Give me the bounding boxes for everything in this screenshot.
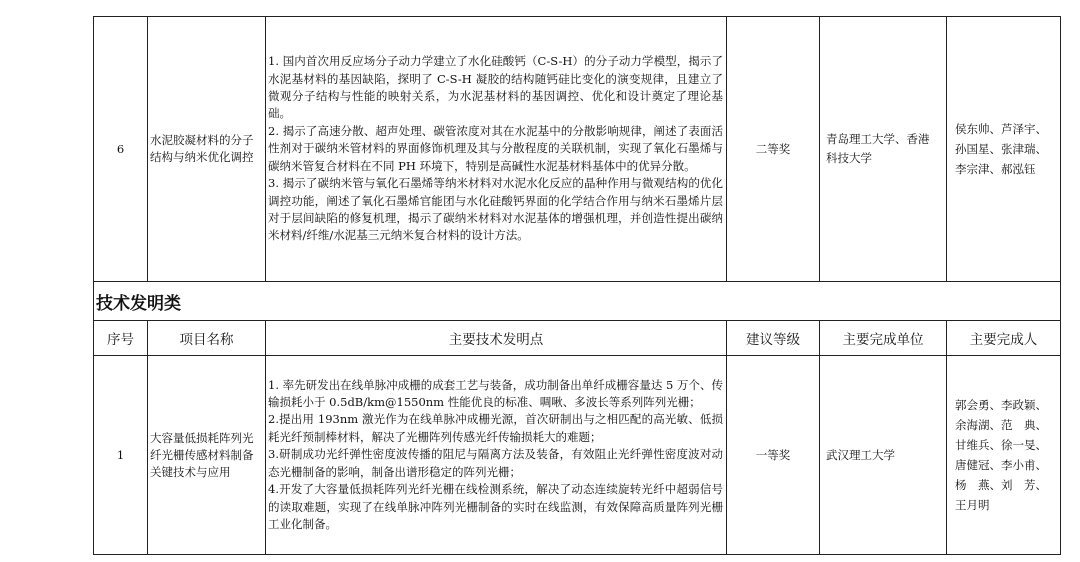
header-project-name: 项目名称 xyxy=(148,321,266,356)
point-item: 2. 揭示了高速分散、超声处理、碳管浓度对其在水泥基中的分散影响规律，阐述了表面活性剂对于碳纳米管材料的界面修饰机理及其与分散程度的关联机制，实现了氧化石墨烯与碳纳米管复合材料在不同 PH 环境下，特别是高碱性水泥基材料基体中的优异分散。 xyxy=(268,123,723,173)
project-name: 大容量低损耗阵列光纤光栅传感材料制备关键技术与应用 xyxy=(148,356,266,555)
project-name: 水泥胶凝材料的分子结构与纳米优化调控 xyxy=(148,17,266,282)
point-item: 3.研制成功光纤弹性密度波传播的阻尼与隔离方法及装备，有效阻止光纤弹性密度波对动态光栅制备的影响，制备出谱形稳定的阵列光栅； xyxy=(268,447,723,479)
header-persons: 主要完成人 xyxy=(947,321,1061,356)
header-grade: 建议等级 xyxy=(727,321,820,356)
section-title: 技术发明类 xyxy=(94,282,1061,321)
point-item: 4.开发了大容量低损耗阵列光纤光栅在线检测系统，解决了动态连续旋转光纤中超弱信号的读取难题，实现了在线单脉冲阵列光栅制备的实时在线监测，有效保障高质量阵列光栅工业化制备。 xyxy=(268,482,723,531)
header-index: 序号 xyxy=(94,321,148,356)
award-grade: 二等奖 xyxy=(727,17,820,282)
header-points: 主要技术发明点 xyxy=(266,321,727,356)
header-unit: 主要完成单位 xyxy=(820,321,947,356)
award-grade: 一等奖 xyxy=(727,356,820,555)
table-row xyxy=(94,17,1061,282)
row-index: 6 xyxy=(94,17,148,282)
main-points xyxy=(266,17,727,282)
completion-unit: 武汉理工大学 xyxy=(820,356,947,555)
point-item: 3. 揭示了碳纳米管与氧化石墨烯等纳米材料对水泥水化反应的晶种作用与微观结构的优化调控功能，阐述了氧化石墨烯官能团与水化硅酸钙界面的化学结合作用与纳米石墨烯片层对于层间缺陷的修复机理，揭示了碳纳米材料对水泥基体的增强机理，并创造性提出碳纳米材料/纤维/水泥基三元纳米复合材料的设计方法。 xyxy=(268,176,723,243)
header-row xyxy=(94,321,1061,356)
row-index: 1 xyxy=(94,356,148,555)
point-item: 1. 国内首次用反应场分子动力学建立了水化硅酸钙（C-S-H）的分子动力学模型，揭示了水泥基材料的基因缺陷，探明了 C-S-H 凝胶的结构随钙硅比变化的演变规律，且建立了微观分子结构与性能的映射关系，为水泥基材料的基因调控、优化和设计奠定了理论基础。 xyxy=(268,54,723,121)
main-points xyxy=(266,356,727,555)
point-item: 2.提出用 193nm 激光作为在线单脉冲成栅光源，首次研制出与之相匹配的高光敏、低损耗光纤预制棒材料，解决了光栅阵列传感光纤传输损耗大的难题； xyxy=(268,412,723,444)
awards-table xyxy=(93,16,1061,555)
completion-persons: 侯东帅、芦泽宇、孙国星、张津瑞、李宗津、郝泓钰 xyxy=(947,17,1061,282)
completion-unit: 青岛理工大学、香港科技大学 xyxy=(820,17,947,282)
section-heading-row xyxy=(94,282,1061,321)
completion-persons: 郭会勇、李政颖、余海湖、范 典、甘维兵、徐一旻、唐健冠、李小甫、杨 燕、刘 芳、王月明 xyxy=(947,356,1061,555)
point-item: 1. 率先研发出在线单脉冲成栅的成套工艺与装备，成功制备出单纤成栅容量达 5 万个、传输损耗小于 0.5dB/km@1550nm 性能优良的标准、啁啾、多波长等系列阵列光栅； xyxy=(268,377,723,410)
table-row xyxy=(94,356,1061,555)
